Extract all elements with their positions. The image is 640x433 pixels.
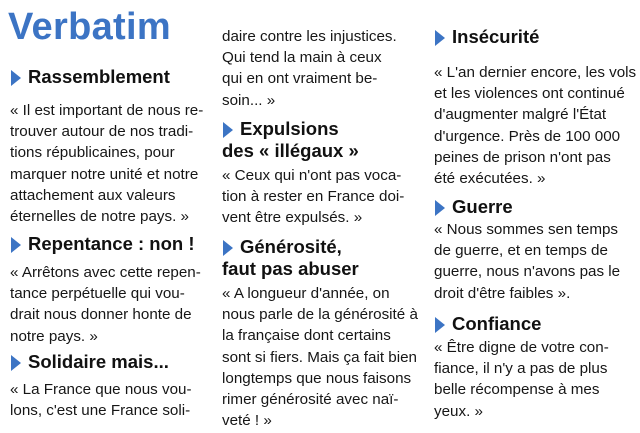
quote-line: éternelles de notre pays. » xyxy=(10,208,189,226)
quote-line: droit d'être faibles ». xyxy=(434,284,571,302)
quote-line: peines de prison n'ont pas xyxy=(434,148,611,166)
heading-text: Générosité, xyxy=(240,236,342,257)
section-heading-guerre xyxy=(434,196,513,218)
bullet-triangle-icon xyxy=(435,317,445,333)
quote-line: sont si fiers. Mais ça fait bien xyxy=(222,348,417,366)
quote-line: « Nous sommes sen temps xyxy=(434,221,619,238)
quote-line: de guerre, et en temps de xyxy=(434,242,608,260)
heading-text: des « illégaux » xyxy=(222,140,359,161)
quote-line: vent être expulsés. » xyxy=(222,209,363,227)
bullet-triangle-icon xyxy=(223,122,233,138)
heading-text: faut pas abuser xyxy=(222,258,359,279)
quote-line: guerre, nous n'avons pas le xyxy=(434,263,621,281)
heading-text: Confiance xyxy=(452,313,542,334)
bullet-triangle-icon xyxy=(435,30,445,46)
quote-line: « Être digne de votre con- xyxy=(434,339,609,356)
quote-expulsions xyxy=(222,165,404,229)
quote-solidaire-part1 xyxy=(10,379,192,421)
quote-rassemblement xyxy=(10,100,203,227)
bullet-triangle-icon xyxy=(11,70,21,86)
quote-line: veté ! » xyxy=(222,412,272,430)
quote-insecurite xyxy=(434,62,636,189)
quote-line: belle récompense à mes xyxy=(434,381,600,399)
quote-line: « Il est important de nous re- xyxy=(10,102,204,119)
quote-line: longtemps que nous faisons xyxy=(222,369,412,387)
quote-solidaire-part2 xyxy=(222,26,397,111)
bullet-triangle-icon xyxy=(11,355,21,371)
section-heading-repentance xyxy=(10,233,195,255)
section-heading-rassemblement xyxy=(10,66,170,88)
quote-line: drait nous donner honte de xyxy=(10,306,192,324)
quote-line: tance perpétuelle qui vou- xyxy=(10,285,185,303)
section-heading-expulsions xyxy=(222,118,359,162)
bullet-triangle-icon xyxy=(223,240,233,256)
quote-line: « La France que nous vou- xyxy=(10,381,192,398)
quote-line: tions républicaines, pour xyxy=(10,144,175,162)
heading-text: Expulsions xyxy=(240,118,339,139)
heading-text: Rassemblement xyxy=(28,66,170,87)
quote-line: daire contre les injustices. xyxy=(222,28,397,45)
heading-text: Solidaire mais... xyxy=(28,351,169,372)
quote-line: nous parle de la générosité à xyxy=(222,306,418,324)
section-heading-confiance xyxy=(434,313,541,335)
quote-line: notre pays. » xyxy=(10,327,98,345)
quote-line: « Arrêtons avec cette repen- xyxy=(10,264,201,281)
quote-line: d'urgence. Près de 100 000 xyxy=(434,127,621,145)
bullet-triangle-icon xyxy=(11,237,21,253)
section-heading-generosite xyxy=(222,236,359,280)
quote-line: « L'an dernier encore, les vols xyxy=(434,64,637,81)
quote-generosite xyxy=(222,283,418,431)
quote-line: rimer générosité avec naï- xyxy=(222,391,399,409)
quote-line: marquer notre unité et notre xyxy=(10,165,199,183)
heading-text: Guerre xyxy=(452,196,513,217)
quote-line: Qui tend la main à ceux xyxy=(222,49,382,67)
heading-text: Insécurité xyxy=(452,26,540,47)
page-title: Verbatim xyxy=(8,6,171,48)
quote-confiance xyxy=(434,337,609,422)
bullet-triangle-icon xyxy=(435,200,445,216)
quote-line: « A longueur d'année, on xyxy=(222,285,390,302)
section-heading-solidaire xyxy=(10,351,169,373)
quote-line: yeux. » xyxy=(434,402,483,420)
quote-line: été exécutées. » xyxy=(434,170,546,188)
quote-line: lons, c'est une France soli- xyxy=(10,402,191,420)
section-heading-insecurite xyxy=(434,26,539,48)
quote-line: trouver autour de nos tradi- xyxy=(10,123,194,141)
quote-line: d'augmenter malgré l'État xyxy=(434,106,607,124)
quote-line: qui en ont vraiment be- xyxy=(222,70,378,88)
quote-repentance xyxy=(10,262,201,347)
heading-text: Repentance : non ! xyxy=(28,233,195,254)
quote-line: la française dont certains xyxy=(222,327,391,345)
quote-line: fiance, il n'y a pas de plus xyxy=(434,360,608,378)
quote-line: tion à rester en France doi- xyxy=(222,188,405,206)
quote-line: attachement aux valeurs xyxy=(10,186,176,204)
quote-line: et les violences ont continué xyxy=(434,85,625,103)
quote-guerre xyxy=(434,219,620,304)
quote-line: « Ceux qui n'ont pas voca- xyxy=(222,167,402,184)
quote-line: soin... » xyxy=(222,91,276,109)
